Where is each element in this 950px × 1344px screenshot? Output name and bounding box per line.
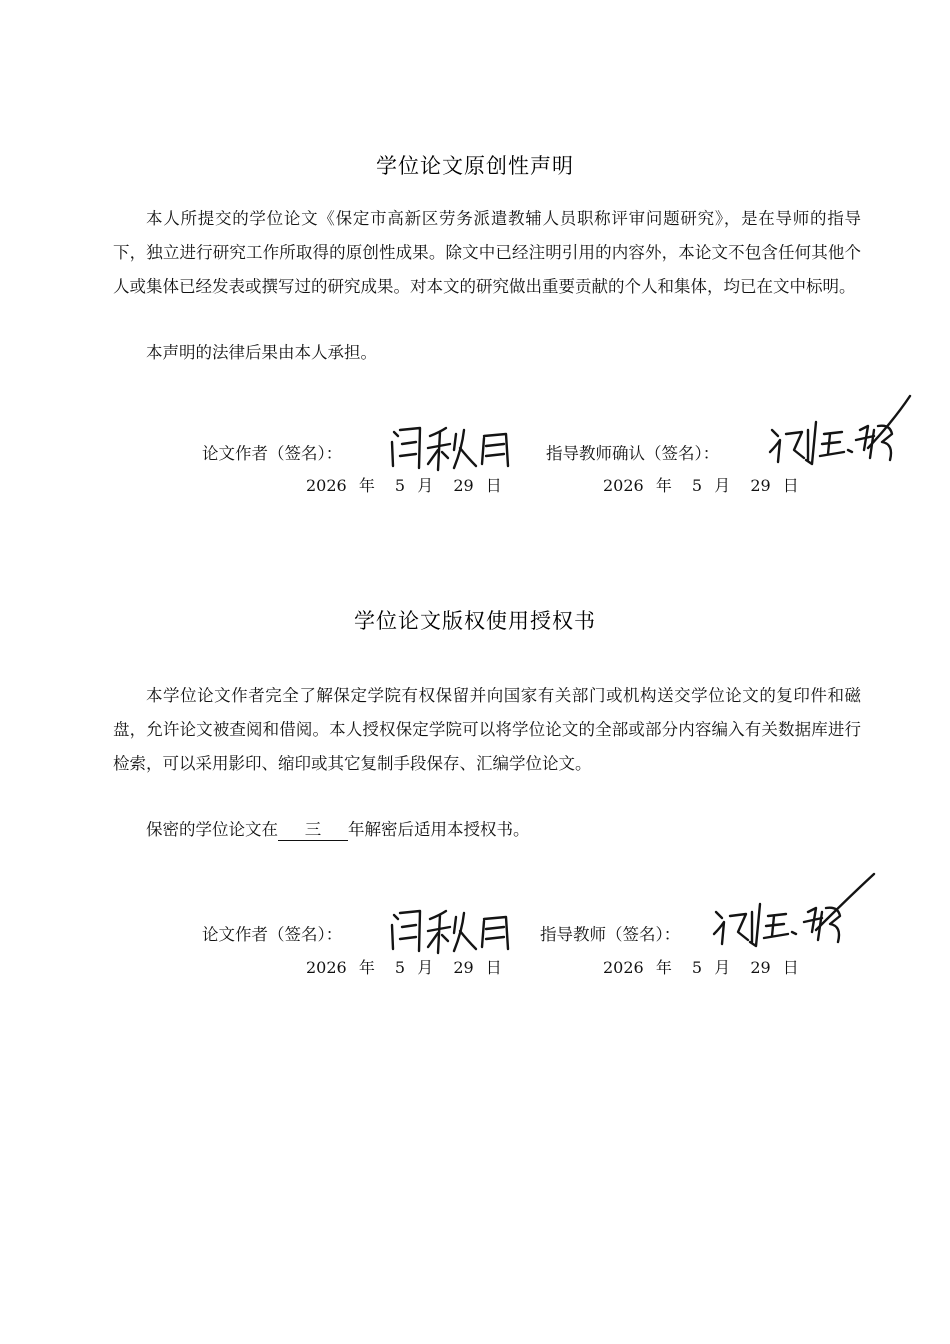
secrecy-suffix: 年解密后适用本授权书。 bbox=[348, 820, 530, 839]
date-day: 29 bbox=[453, 476, 474, 495]
date-year: 2026 bbox=[306, 476, 347, 495]
advisor-signature-image bbox=[764, 390, 914, 470]
date-month-unit: 月 bbox=[417, 476, 434, 495]
date-year-unit: 年 bbox=[358, 476, 375, 495]
declaration-paragraph: 本人所提交的学位论文《保定市高新区劳务派遣教辅人员职称评审问题研究》，是在导师的指导下，独立进行研究工作所取得的原创性成果。除文中已经注明引用的内容外，本论文不包含任何其他个人或集体已经发表或撰写过的研究成果。对本文的研究做出重要贡献的个人和集体，均已在文中标明。 bbox=[113, 209, 861, 296]
date-day-unit: 日 bbox=[485, 476, 502, 495]
advisor-signature-label: 指导教师（签名）： bbox=[540, 925, 681, 944]
date-month-unit: 月 bbox=[714, 958, 731, 977]
date-year: 2026 bbox=[603, 958, 644, 977]
advisor-signing-date bbox=[603, 473, 799, 496]
authorization-paragraph: 本学位论文作者完全了解保定学院有权保留并向国家有关部门或机构送交学位论文的复印件和磁盘，允许论文被查阅和借阅。本人授权保定学院可以将学位论文的全部或部分内容编入有关数据库进行检索，可以采用影印、缩印或其它复制手段保存、汇编学位论文。 bbox=[113, 686, 861, 773]
date-year-unit: 年 bbox=[655, 958, 672, 977]
advisor-signature-image bbox=[708, 868, 878, 953]
date-year-unit: 年 bbox=[358, 958, 375, 977]
date-day-unit: 日 bbox=[782, 958, 799, 977]
author-signing-date bbox=[306, 473, 502, 496]
date-day-unit: 日 bbox=[782, 476, 799, 495]
secrecy-years: 三 bbox=[278, 820, 348, 841]
declaration-legal-note: 本声明的法律后果由本人承担。 bbox=[146, 343, 377, 362]
secrecy-prefix: 保密的学位论文在 bbox=[146, 820, 278, 839]
date-day: 29 bbox=[750, 476, 771, 495]
date-year: 2026 bbox=[603, 476, 644, 495]
declaration-title: 学位论文原创性声明 bbox=[376, 154, 574, 178]
advisor-signing-date bbox=[603, 955, 799, 978]
authorization-title: 学位论文版权使用授权书 bbox=[354, 609, 596, 633]
date-year: 2026 bbox=[306, 958, 347, 977]
date-day: 29 bbox=[750, 958, 771, 977]
author-signing-date bbox=[306, 955, 502, 978]
author-signature-label: 论文作者（签名）： bbox=[202, 925, 343, 944]
date-month: 5 bbox=[394, 958, 406, 977]
author-signature-image bbox=[384, 420, 519, 475]
date-day-unit: 日 bbox=[485, 958, 502, 977]
date-day: 29 bbox=[453, 958, 474, 977]
advisor-confirm-label: 指导教师确认（签名）： bbox=[546, 444, 720, 463]
date-month: 5 bbox=[691, 958, 703, 977]
author-signature-label: 论文作者（签名）： bbox=[202, 444, 343, 463]
secrecy-statement bbox=[113, 813, 530, 847]
date-year-unit: 年 bbox=[655, 476, 672, 495]
author-signature-image bbox=[384, 903, 519, 958]
date-month-unit: 月 bbox=[417, 958, 434, 977]
date-month: 5 bbox=[691, 476, 703, 495]
date-month: 5 bbox=[394, 476, 406, 495]
date-month-unit: 月 bbox=[714, 476, 731, 495]
